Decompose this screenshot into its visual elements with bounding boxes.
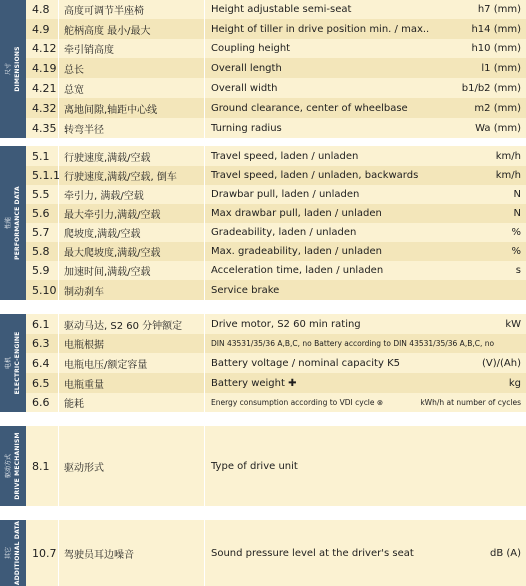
- row-label-en: Height adjustable semi-seat: [211, 4, 352, 15]
- row-label-en: Max drawbar pull, laden / unladen: [211, 208, 382, 219]
- row-unit: %: [511, 227, 521, 238]
- table-row: [26, 223, 526, 242]
- row-label-en: Ground clearance, center of wheelbase: [211, 102, 408, 114]
- row-unit: kg: [508, 377, 521, 389]
- row-unit: kWh/h at number of cycles: [420, 398, 521, 407]
- row-label-en: Drawbar pull, laden / unladen: [211, 189, 360, 200]
- row-code: 10.7: [26, 520, 59, 586]
- row-unit: b1/b2 (mm): [461, 82, 521, 94]
- row-label-zh: 最大爬坡度,满载/空载: [59, 242, 205, 261]
- row-label-en: Travel speed, laden / unladen, backwards: [211, 170, 419, 181]
- section-label-additional-data: [0, 520, 26, 586]
- section-dimensions: [0, 0, 526, 138]
- table-row: [26, 204, 526, 223]
- row-label-zh: 高度可调节半座椅: [59, 0, 205, 19]
- table-row: [26, 261, 526, 280]
- row-code: 5.10: [26, 280, 59, 300]
- row-label-zh: 总长: [59, 58, 205, 78]
- table-row: [26, 118, 526, 138]
- table-row: [26, 166, 526, 185]
- row-unit: N: [513, 208, 521, 219]
- table-row: [26, 373, 526, 393]
- row-unit: s: [515, 265, 521, 276]
- row-code: 5.8: [26, 242, 59, 261]
- section-electric-engine: [0, 314, 526, 412]
- section-label-dimensions: [0, 0, 26, 138]
- section-additional-data: [0, 520, 526, 586]
- row-label-zh: 驾驶员耳边噪音: [59, 520, 205, 586]
- table-row: [26, 280, 526, 300]
- row-unit: [521, 334, 526, 353]
- row-label-en: Height of tiller in drive position min. / max..: [211, 23, 430, 35]
- row-code: 4.8: [26, 0, 59, 19]
- table-row: [26, 39, 526, 58]
- row-code: 4.35: [26, 118, 59, 138]
- section-label-en: PERFORMANCE DATA: [14, 186, 21, 260]
- row-label-zh: 电瓶电压/额定容量: [59, 353, 205, 373]
- table-row: [26, 146, 526, 166]
- row-unit: N: [513, 189, 521, 200]
- section-label-en: DIMENSIONS: [14, 46, 21, 92]
- row-label-en: Max. gradeability, laden / unladen: [211, 246, 383, 257]
- table-row: [26, 98, 526, 118]
- row-unit: h14 (mm): [471, 23, 521, 35]
- table-row: [26, 353, 526, 373]
- row-label-en: Acceleration time, laden / unladen: [211, 265, 384, 276]
- table-row: [26, 242, 526, 261]
- row-unit: h7 (mm): [477, 4, 521, 15]
- table-row: [26, 314, 526, 334]
- row-unit: h10 (mm): [471, 43, 521, 54]
- row-label-zh: 加速时间,满载/空载: [59, 261, 205, 280]
- row-code: 5.1: [26, 146, 59, 166]
- table-row: [26, 334, 526, 353]
- row-unit: [521, 426, 526, 506]
- table-row: [26, 58, 526, 78]
- row-label-zh: 离地间隙,轴距中心线: [59, 98, 205, 118]
- row-label-zh: 制动刹车: [59, 280, 205, 300]
- row-code: 4.32: [26, 98, 59, 118]
- table-row: [26, 78, 526, 98]
- section-label-en: DRIVE MECHANISM: [14, 432, 21, 500]
- row-label-en: Turning radius: [211, 122, 282, 134]
- row-code: 4.19: [26, 58, 59, 78]
- row-code: 6.5: [26, 373, 59, 393]
- section-label-en: ELECTRIC-ENGINE: [14, 331, 21, 395]
- row-code: 5.9: [26, 261, 59, 280]
- row-label-zh: 牵引销高度: [59, 39, 205, 58]
- row-label-en: Overall width: [211, 82, 278, 94]
- section-label-performance: [0, 146, 26, 300]
- row-label-zh: 行驶速度,满载/空载, 倒车: [59, 166, 205, 185]
- row-unit: l1 (mm): [481, 62, 521, 74]
- section-label-zh: 驱动方式: [5, 453, 12, 479]
- row-label-zh: 转弯半径: [59, 118, 205, 138]
- row-label-en: Type of drive unit: [211, 460, 298, 472]
- table-row: [26, 393, 526, 412]
- section-label-drive-mechanism: [0, 426, 26, 506]
- row-unit: dB (A): [489, 547, 521, 559]
- row-unit: %: [511, 246, 521, 257]
- row-unit: kW: [505, 318, 521, 330]
- row-code: 6.4: [26, 353, 59, 373]
- row-label-zh: 总宽: [59, 78, 205, 98]
- row-label-en: Coupling height: [211, 43, 291, 54]
- section-label-zh: 性能: [5, 216, 12, 230]
- row-code: 5.1.1: [26, 166, 59, 185]
- row-label-zh: 驱动马达, S2 60 分钟额定: [59, 314, 205, 334]
- row-label-zh: 爬坡度,满载/空载: [59, 223, 205, 242]
- row-unit: [521, 280, 526, 300]
- section-label-zh: 其它: [5, 547, 12, 560]
- section-label-zh: 尺寸: [5, 63, 12, 76]
- row-label-en: Gradeability, laden / unladen: [211, 227, 357, 238]
- row-code: 6.1: [26, 314, 59, 334]
- row-code: 5.7: [26, 223, 59, 242]
- row-label-zh: 能耗: [59, 393, 205, 412]
- row-label-en: DIN 43531/35/36 A,B,C, no Battery according to DIN 43531/35/36 A,B,C, no: [211, 339, 495, 348]
- section-performance: [0, 146, 526, 300]
- row-code: 6.3: [26, 334, 59, 353]
- row-label-zh: 舵柄高度 最小/最大: [59, 19, 205, 39]
- row-unit: km/h: [495, 170, 521, 181]
- table-row: [26, 426, 526, 506]
- row-label-en: Battery weight ✚: [211, 377, 297, 389]
- row-unit: (V)/(Ah): [482, 357, 521, 369]
- table-row: [26, 0, 526, 19]
- row-label-en: Energy consumption according to VDI cycle ⊗: [211, 398, 384, 407]
- row-label-en: Battery voltage / nominal capacity K5: [211, 357, 400, 369]
- section-drive-mechanism: [0, 426, 526, 506]
- section-label-en: ADDITIONAL DATA: [14, 520, 21, 586]
- table-row: [26, 185, 526, 204]
- row-code: 8.1: [26, 426, 59, 506]
- row-label-zh: 驱动形式: [59, 426, 205, 506]
- section-label-electric-engine: [0, 314, 26, 412]
- row-label-en: Overall length: [211, 62, 282, 74]
- row-label-en: Drive motor, S2 60 min rating: [211, 318, 361, 330]
- row-unit: Wa (mm): [475, 122, 521, 134]
- table-row: [26, 19, 526, 39]
- row-label-zh: 最大牵引力,满载/空载: [59, 204, 205, 223]
- row-label-zh: 电瓶根据: [59, 334, 205, 353]
- table-row: [26, 520, 526, 586]
- row-label-en: Sound pressure level at the driver's seat: [211, 547, 414, 559]
- row-label-zh: 电瓶重量: [59, 373, 205, 393]
- row-code: 5.5: [26, 185, 59, 204]
- section-label-zh: 电机: [5, 357, 12, 370]
- row-unit: km/h: [495, 150, 521, 162]
- row-code: 4.9: [26, 19, 59, 39]
- row-label-en: Service brake: [211, 284, 280, 296]
- row-label-en: Travel speed, laden / unladen: [211, 150, 359, 162]
- row-label-zh: 牵引力, 满载/空载: [59, 185, 205, 204]
- row-label-zh: 行驶速度,满载/空载: [59, 146, 205, 166]
- row-code: 6.6: [26, 393, 59, 412]
- row-code: 5.6: [26, 204, 59, 223]
- row-code: 4.12: [26, 39, 59, 58]
- row-unit: m2 (mm): [474, 102, 521, 114]
- row-code: 4.21: [26, 78, 59, 98]
